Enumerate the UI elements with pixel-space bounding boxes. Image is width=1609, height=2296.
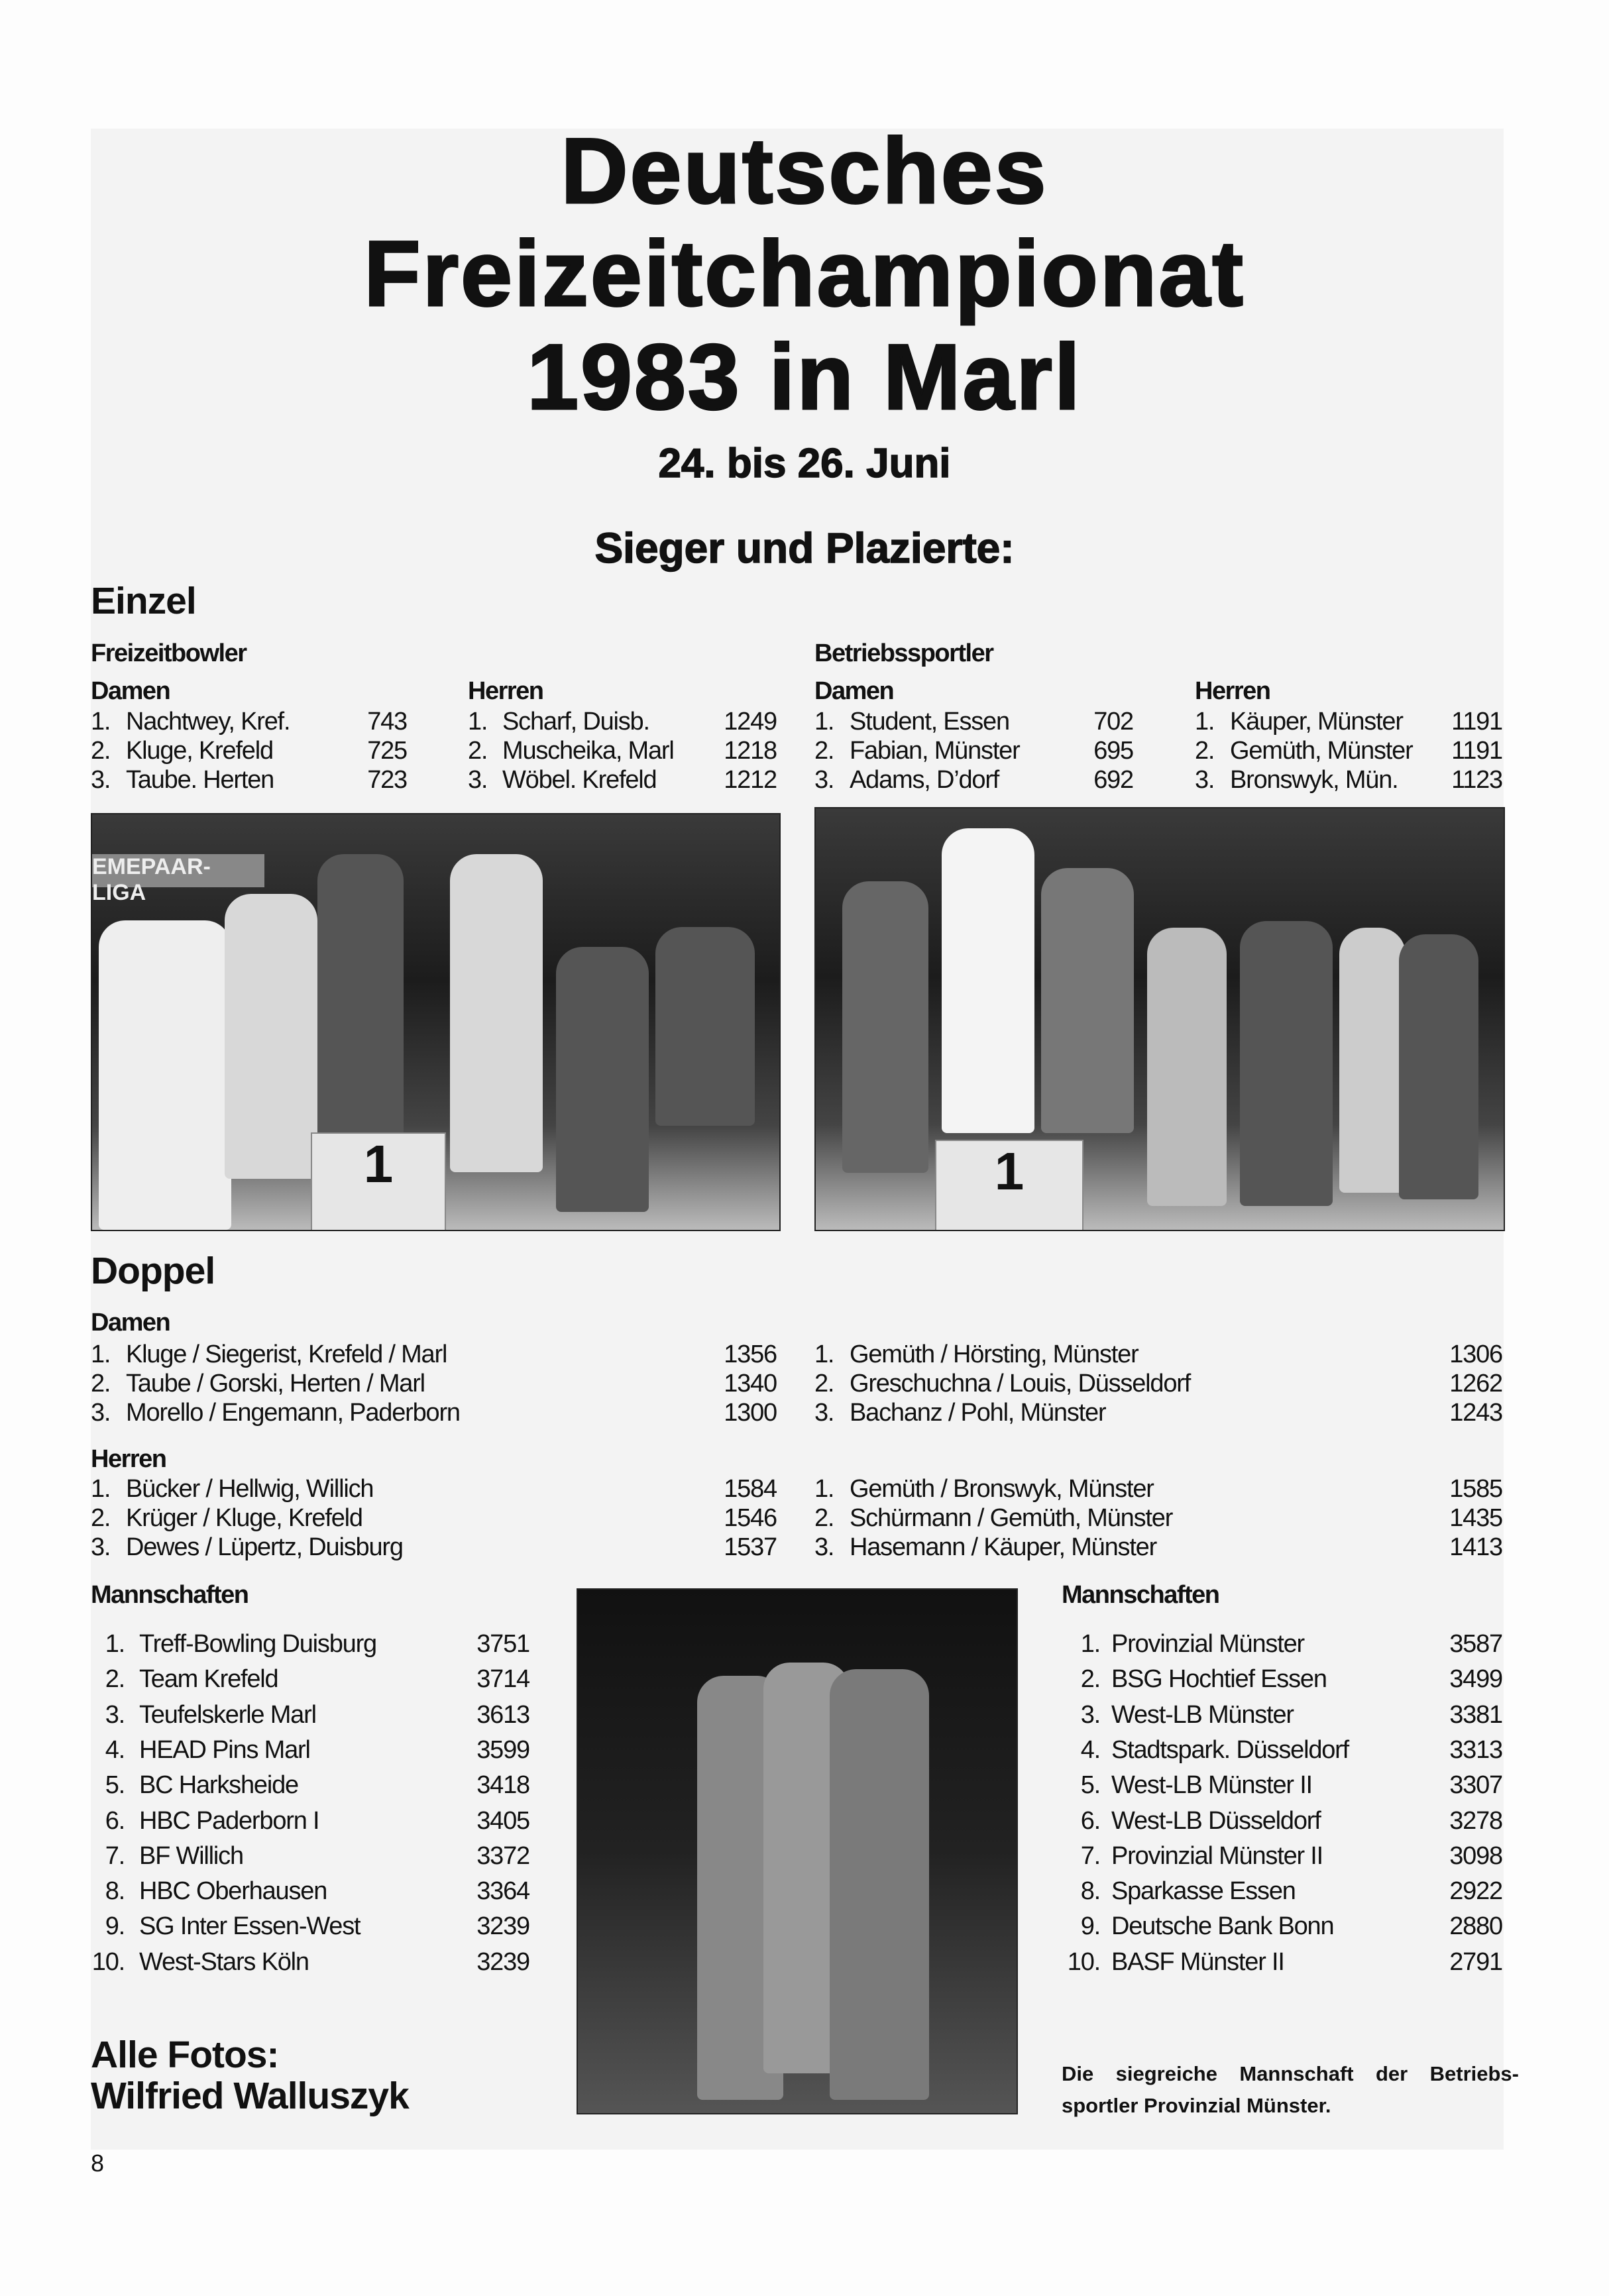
photo-person xyxy=(1339,928,1406,1193)
rank: 1. xyxy=(91,708,111,736)
rank: 3. xyxy=(814,766,834,794)
title-line-2: Freizeitchampionat xyxy=(364,221,1245,325)
rank: 2. xyxy=(1195,737,1215,765)
rank: 1. xyxy=(1080,1630,1100,1658)
photo-freizeit-winners xyxy=(91,813,781,1231)
entry-score: 3239 xyxy=(476,1947,529,1976)
entry-name: Kluge, Krefeld xyxy=(126,737,273,765)
entry-name: Bücker / Hellwig, Willich xyxy=(126,1475,374,1503)
rank: 1. xyxy=(91,1340,111,1368)
entry-score: 1123 xyxy=(1451,766,1502,794)
entry-name: Bachanz / Pohl, Münster xyxy=(850,1399,1106,1427)
rank: 1. xyxy=(105,1630,125,1658)
rank: 3. xyxy=(814,1533,834,1561)
rank: 9. xyxy=(1080,1912,1100,1941)
photo-person xyxy=(1399,934,1478,1199)
entry-score: 1218 xyxy=(724,737,777,765)
rank: 7. xyxy=(1080,1841,1100,1870)
rank: 10. xyxy=(1067,1947,1100,1976)
rank: 2. xyxy=(91,1504,111,1532)
rank: 6. xyxy=(105,1806,125,1835)
entry-score: 702 xyxy=(1093,708,1133,736)
entry-score: 1300 xyxy=(724,1399,777,1427)
entry-score: 1356 xyxy=(724,1340,777,1368)
entry-name: Stadtspark. Düsseldorf xyxy=(1111,1735,1349,1764)
photo-person xyxy=(99,920,231,1230)
entry-name: Team Krefeld xyxy=(139,1665,278,1694)
rank: 3. xyxy=(1080,1700,1100,1729)
entry-name: Gemüth / Bronswyk, Münster xyxy=(850,1475,1154,1503)
entry-name: West-Stars Köln xyxy=(139,1947,309,1976)
podium-first: 1 xyxy=(311,1132,446,1231)
photo-betrieb-winners xyxy=(814,807,1505,1231)
entry-score: 3307 xyxy=(1449,1771,1502,1800)
group-betriebssportler: Betriebssportler xyxy=(814,639,993,667)
entry-name: Taube. Herten xyxy=(126,766,274,794)
entry-score: 1585 xyxy=(1449,1475,1502,1503)
rank: 7. xyxy=(105,1841,125,1870)
entry-name: HBC Oberhausen xyxy=(139,1877,327,1906)
entry-name: Deutsche Bank Bonn xyxy=(1111,1912,1334,1941)
entry-name: BC Harksheide xyxy=(139,1771,298,1800)
entry-score: 3313 xyxy=(1449,1735,1502,1764)
entry-score: 3239 xyxy=(476,1912,529,1941)
entry-name: Greschuchna / Louis, Düsseldorf xyxy=(850,1370,1191,1397)
entry-score: 725 xyxy=(367,737,407,765)
rank: 3. xyxy=(814,1399,834,1427)
photo-person xyxy=(1147,928,1227,1206)
entry-name: Käuper, Münster xyxy=(1230,708,1403,736)
entry-score: 3381 xyxy=(1449,1700,1502,1729)
entry-name: Kluge / Siegerist, Krefeld / Marl xyxy=(126,1340,447,1368)
doppel-damen-label: Damen xyxy=(91,1309,170,1337)
column-header: Herren xyxy=(468,677,543,705)
photo-person xyxy=(450,854,543,1172)
entry-score: 3418 xyxy=(476,1771,529,1800)
photo-credit-label: Alle Fotos: xyxy=(91,2034,279,2076)
photo-person xyxy=(1240,921,1333,1206)
section-doppel: Doppel xyxy=(91,1250,215,1292)
entry-score: 3751 xyxy=(476,1630,529,1658)
rank: 1. xyxy=(91,1475,111,1503)
entry-name: Provinzial Münster xyxy=(1111,1630,1304,1658)
rank: 1. xyxy=(468,708,488,736)
photo-person xyxy=(830,1669,929,2100)
entry-score: 723 xyxy=(367,766,407,794)
entry-score: 1243 xyxy=(1449,1399,1502,1427)
entry-name: Taube / Gorski, Herten / Marl xyxy=(126,1370,425,1397)
entry-score: 1340 xyxy=(724,1370,777,1397)
entry-name: Treff-Bowling Duisburg xyxy=(139,1630,376,1658)
page-number: 8 xyxy=(91,2150,105,2177)
photo-person xyxy=(317,854,404,1146)
entry-score: 1249 xyxy=(724,708,777,736)
rank: 3. xyxy=(91,1533,111,1561)
rank: 6. xyxy=(1080,1806,1100,1835)
rank: 5. xyxy=(1080,1771,1100,1800)
column-header: Herren xyxy=(1195,677,1270,705)
entry-name: Muscheika, Marl xyxy=(502,737,674,765)
column-header: Damen xyxy=(91,677,170,705)
rank: 4. xyxy=(1080,1735,1100,1764)
entry-name: Gemüth / Hörsting, Münster xyxy=(850,1340,1138,1368)
rank: 4. xyxy=(105,1735,125,1764)
photo-caption: Die siegreiche Mannschaft der Betriebs-sportler Provinzial Münster. xyxy=(1062,2062,1519,2117)
rank: 1. xyxy=(1195,708,1215,736)
event-date: 24. bis 26. Juni xyxy=(658,441,951,486)
photo-person xyxy=(942,828,1034,1133)
entry-score: 1413 xyxy=(1449,1533,1502,1561)
entry-score: 3278 xyxy=(1449,1806,1502,1835)
entry-score: 3714 xyxy=(476,1665,529,1694)
rank: 1. xyxy=(814,708,834,736)
entry-score: 743 xyxy=(367,708,407,736)
rank: 8. xyxy=(105,1877,125,1906)
photo-person xyxy=(655,927,755,1126)
mannschaften-right-label: Mannschaften xyxy=(1062,1581,1219,1609)
entry-name: Scharf, Duisb. xyxy=(502,708,649,736)
rank: 3. xyxy=(1195,766,1215,794)
entry-name: Wöbel. Krefeld xyxy=(502,766,657,794)
entry-name: Krüger / Kluge, Krefeld xyxy=(126,1504,362,1532)
entry-score: 3587 xyxy=(1449,1630,1502,1658)
entry-name: Teufelskerle Marl xyxy=(139,1700,316,1729)
entry-score: 1191 xyxy=(1451,737,1502,765)
subtitle: Sieger und Plazierte: xyxy=(594,524,1015,572)
rank: 3. xyxy=(91,1399,111,1427)
entry-name: Schürmann / Gemüth, Münster xyxy=(850,1504,1173,1532)
rank: 3. xyxy=(105,1700,125,1729)
entry-score: 3405 xyxy=(476,1806,529,1835)
rank: 2. xyxy=(105,1665,125,1694)
entry-name: Student, Essen xyxy=(850,708,1009,736)
rank: 1. xyxy=(814,1340,834,1368)
entry-score: 2880 xyxy=(1449,1912,1502,1941)
photo-person xyxy=(225,894,317,1179)
entry-score: 1435 xyxy=(1449,1504,1502,1532)
entry-score: 1191 xyxy=(1451,708,1502,736)
rank: 5. xyxy=(105,1771,125,1800)
group-freizeitbowler: Freizeitbowler xyxy=(91,639,247,667)
mannschaften-left-label: Mannschaften xyxy=(91,1581,249,1609)
entry-score: 3372 xyxy=(476,1841,529,1870)
doppel-herren-label: Herren xyxy=(91,1445,166,1473)
entry-name: Gemüth, Münster xyxy=(1230,737,1413,765)
rank: 2. xyxy=(1080,1665,1100,1694)
photo-person xyxy=(842,881,928,1173)
entry-name: Dewes / Lüpertz, Duisburg xyxy=(126,1533,403,1561)
rank: 3. xyxy=(91,766,111,794)
entry-score: 1584 xyxy=(724,1475,777,1503)
entry-name: Bronswyk, Mün. xyxy=(1230,766,1398,794)
entry-name: HEAD Pins Marl xyxy=(139,1735,310,1764)
entry-name: SG Inter Essen-West xyxy=(139,1912,361,1941)
rank: 3. xyxy=(468,766,488,794)
entry-name: Nachtwey, Kref. xyxy=(126,708,290,736)
entry-score: 695 xyxy=(1093,737,1133,765)
rank: 2. xyxy=(91,1370,111,1397)
rank: 1. xyxy=(814,1475,834,1503)
entry-score: 1537 xyxy=(724,1533,777,1561)
entry-score: 3499 xyxy=(1449,1665,1502,1694)
entry-score: 692 xyxy=(1093,766,1133,794)
entry-name: Sparkasse Essen xyxy=(1111,1877,1296,1906)
entry-score: 1546 xyxy=(724,1504,777,1532)
entry-score: 3364 xyxy=(476,1877,529,1906)
entry-score: 2922 xyxy=(1449,1877,1502,1906)
rank: 8. xyxy=(1080,1877,1100,1906)
entry-name: BASF Münster II xyxy=(1111,1947,1284,1976)
photo-team-provinzial xyxy=(577,1588,1018,2114)
entry-name: Fabian, Münster xyxy=(850,737,1020,765)
entry-score: 1262 xyxy=(1449,1370,1502,1397)
entry-score: 3098 xyxy=(1449,1841,1502,1870)
rank: 9. xyxy=(105,1912,125,1941)
entry-score: 1306 xyxy=(1449,1340,1502,1368)
entry-name: HBC Paderborn I xyxy=(139,1806,319,1835)
entry-name: West-LB Düsseldorf xyxy=(1111,1806,1321,1835)
entry-name: Hasemann / Käuper, Münster xyxy=(850,1533,1157,1561)
entry-name: Adams, D’dorf xyxy=(850,766,999,794)
entry-name: West-LB Münster II xyxy=(1111,1771,1312,1800)
entry-score: 2791 xyxy=(1449,1947,1502,1976)
column-header: Damen xyxy=(814,677,894,705)
entry-name: Provinzial Münster II xyxy=(1111,1841,1323,1870)
section-einzel: Einzel xyxy=(91,580,196,622)
podium-first: 1 xyxy=(935,1140,1083,1231)
rank: 2. xyxy=(814,1504,834,1532)
rank: 2. xyxy=(814,737,834,765)
rank: 2. xyxy=(91,737,111,765)
rank: 2. xyxy=(814,1370,834,1397)
entry-name: West-LB Münster xyxy=(1111,1700,1294,1729)
entry-score: 1212 xyxy=(724,766,777,794)
photo-credit-name: Wilfried Walluszyk xyxy=(91,2075,409,2117)
rank: 2. xyxy=(468,737,488,765)
photo-person xyxy=(1041,868,1134,1133)
entry-name: Morello / Engemann, Paderborn xyxy=(126,1399,460,1427)
photo-banner: EMEPAAR-LIGA xyxy=(92,854,264,887)
entry-name: BF Willich xyxy=(139,1841,243,1870)
entry-score: 3613 xyxy=(476,1700,529,1729)
entry-score: 3599 xyxy=(476,1735,529,1764)
entry-name: BSG Hochtief Essen xyxy=(1111,1665,1327,1694)
rank: 10. xyxy=(91,1947,125,1976)
title-line-3: 1983 in Marl xyxy=(527,325,1082,429)
photo-person xyxy=(556,947,649,1212)
title-line-1: Deutsches xyxy=(561,119,1048,223)
